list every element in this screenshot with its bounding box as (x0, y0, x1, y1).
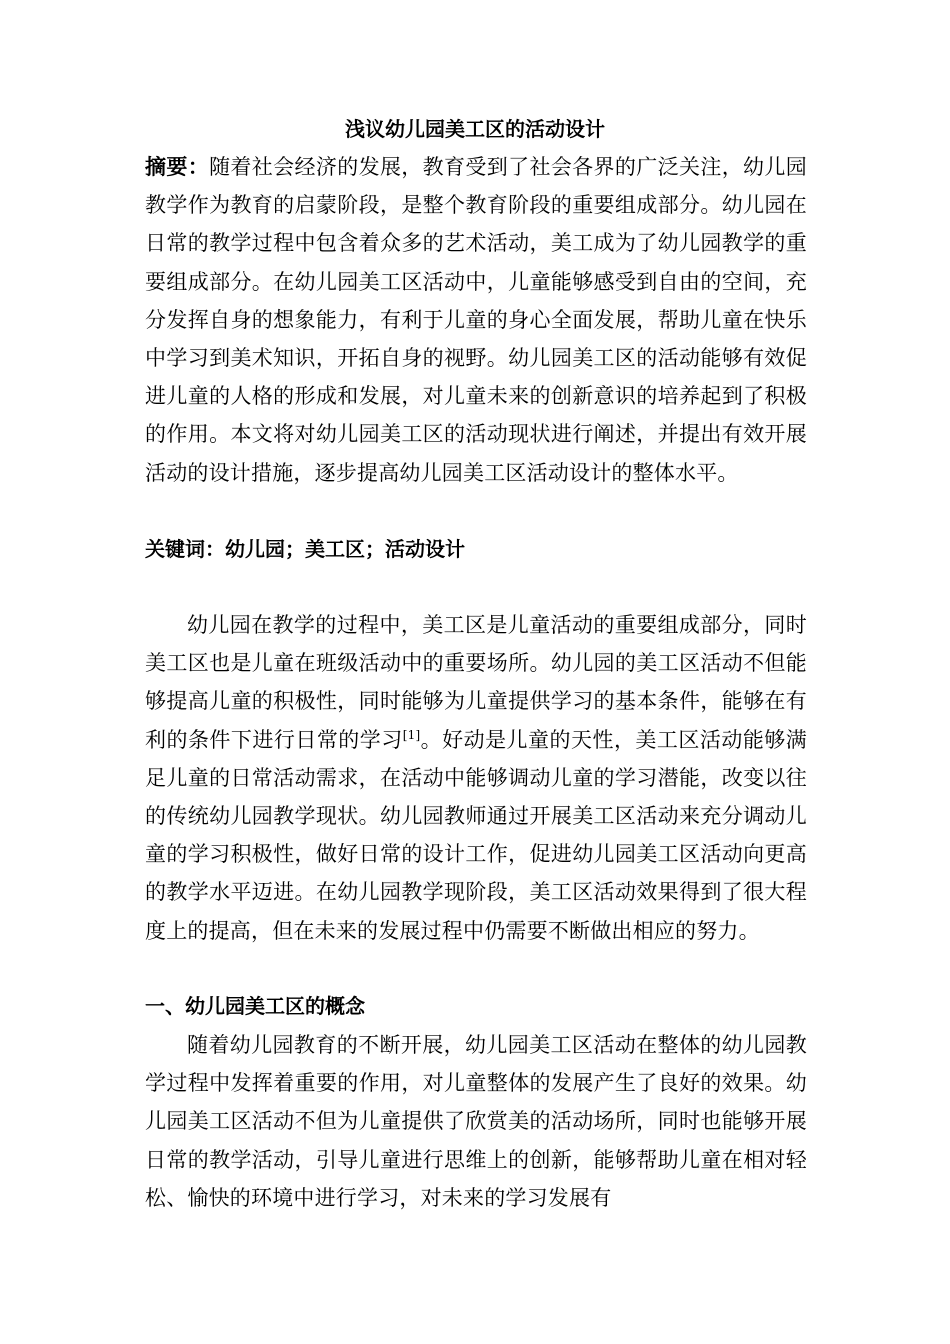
citation-marker: [1] (402, 727, 421, 742)
intro-text-part2: 。好动是儿童的天性，美工区活动能够满足儿童的日常活动需求，在活动中能够调动儿童的学习潜能，改变以往的传统幼儿园教学现状。幼儿园教师通过开展美工区活动来充分调动儿童的学习积极性，做好日常的设计工作，促进幼儿园美工区活动向更高的教学水平迈进。在幼儿园教学现阶段，美工区活动效果得到了很大程度上的提高，但在未来的发展过程中仍需要不断做出相应的努力。 (145, 727, 807, 943)
section-heading: 一、幼儿园美工区的概念 (145, 994, 365, 1018)
abstract-paragraph (145, 148, 807, 492)
section-paragraph: 随着幼儿园教育的不断开展，幼儿园美工区活动在整体的幼儿园教学过程中发挥着重要的作用，对儿童整体的发展产生了良好的效果。幼儿园美工区活动不但为儿童提供了欣赏美的活动场所，同时也能够开展日常的教学活动，引导儿童进行思维上的创新，能够帮助儿童在相对轻松、愉快的环境中进行学习，对未来的学习发展有 (145, 1033, 807, 1210)
document-title: 浅议幼儿园美工区的活动设计 (345, 117, 605, 141)
abstract-label: 摘要： (145, 155, 210, 179)
abstract-text: 随着社会经济的发展，教育受到了社会各界的广泛关注，幼儿园教学作为教育的启蒙阶段，是整个教育阶段的重要组成部分。幼儿园在日常的教学过程中包含着众多的艺术活动，美工成为了幼儿园教学的重要组成部分。在幼儿园美工区活动中，儿童能够感受到自由的空间，充分发挥自身的想象能力，有利于儿童的身心全面发展，帮助儿童在快乐中学习到美术知识，开拓自身的视野。幼儿园美工区的活动能够有效促进儿童的人格的形成和发展，对儿童未来的创新意识的培养起到了积极的作用。本文将对幼儿园美工区的活动现状进行阐述，并提出有效开展活动的设计措施，逐步提高幼儿园美工区活动设计的整体水平。 (145, 155, 807, 485)
intro-paragraph (145, 606, 807, 950)
keywords-line: 关键词：幼儿园；美工区；活动设计 (145, 537, 465, 561)
intro-text-part1: 幼儿园在教学的过程中，美工区是儿童活动的重要组成部分，同时美工区也是儿童在班级活动中的重要场所。幼儿园的美工区活动不但能够提高儿童的积极性，同时能够为儿童提供学习的基本条件，能够在有利的条件下进行日常的学习 (145, 613, 807, 752)
